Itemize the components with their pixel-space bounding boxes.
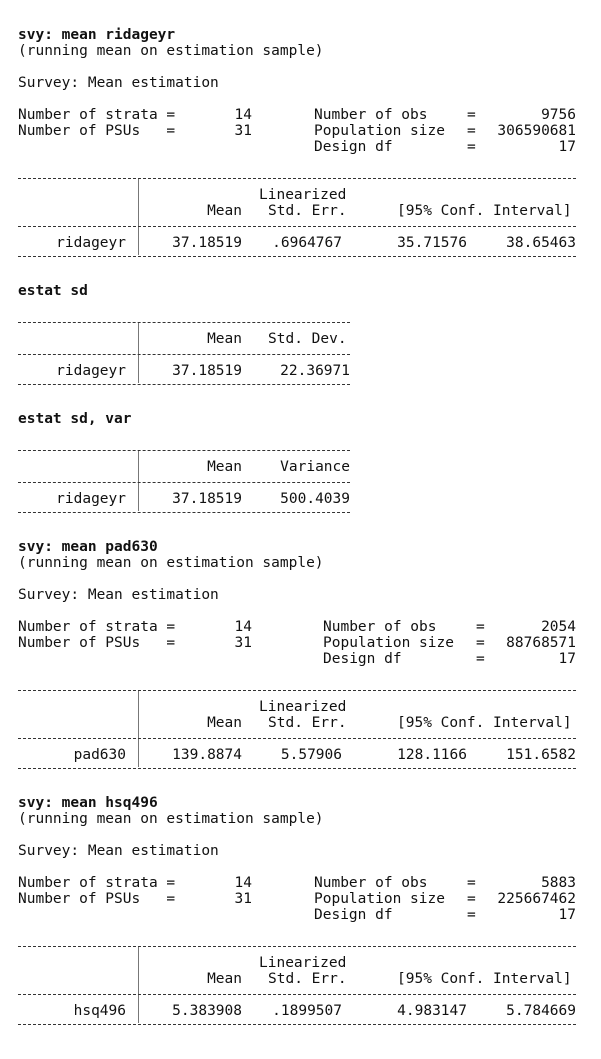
row-ci-lower: 35.71576: [397, 235, 467, 251]
population-equals: =: [467, 123, 476, 139]
row-mean: 5.383908: [172, 1003, 242, 1019]
obs-equals: =: [467, 875, 476, 891]
table-rule-mid: [18, 354, 350, 355]
population-label: Population size: [314, 123, 445, 139]
table-rule-bottom: [18, 384, 350, 385]
note-line: (running mean on estimation sample): [18, 555, 324, 571]
row-variance: 500.4039: [280, 491, 350, 507]
row-mean: 37.18519: [172, 491, 242, 507]
row-variable: pad630: [73, 747, 126, 763]
population-equals: =: [476, 635, 485, 651]
psu-label: Number of PSUs =: [18, 635, 176, 651]
table-rule-mid: [18, 226, 576, 227]
design-df-equals: =: [467, 139, 476, 155]
row-mean: 37.18519: [172, 235, 242, 251]
table-rule-mid: [18, 482, 350, 483]
row-std-dev: 22.36971: [280, 363, 350, 379]
row-std-err: .6964767: [272, 235, 342, 251]
obs-label: Number of obs: [314, 875, 428, 891]
population-label: Population size: [323, 635, 454, 651]
population-value: 88768571: [506, 635, 576, 651]
table-vertical-rule: [138, 451, 139, 511]
header-linearized: Linearized: [259, 187, 347, 203]
note-line: (running mean on estimation sample): [18, 43, 324, 59]
row-ci-upper: 5.784669: [506, 1003, 576, 1019]
header-std-err: Std. Err.: [268, 715, 347, 731]
row-ci-upper: 151.6582: [506, 747, 576, 763]
header-conf-interval: [95% Conf. Interval]: [397, 203, 572, 219]
header-std-err: Std. Err.: [268, 971, 347, 987]
row-variable: ridageyr: [56, 235, 126, 251]
header-conf-interval: [95% Conf. Interval]: [397, 715, 572, 731]
command-line: svy: mean pad630: [18, 539, 158, 555]
design-df-equals: =: [467, 907, 476, 923]
estimation-title: Survey: Mean estimation: [18, 843, 219, 859]
population-value: 225667462: [497, 891, 576, 907]
row-std-err: 5.57906: [280, 747, 342, 763]
design-df-value: 17: [558, 651, 576, 667]
row-mean: 37.18519: [172, 363, 242, 379]
population-equals: =: [467, 891, 476, 907]
header-conf-interval: [95% Conf. Interval]: [397, 971, 572, 987]
table-rule-bottom: [18, 768, 576, 769]
table-rule-bottom: [18, 512, 350, 513]
psu-label: Number of PSUs =: [18, 123, 176, 139]
table-rule-top: [18, 178, 576, 179]
command-line: svy: mean hsq496: [18, 795, 158, 811]
row-variable: ridageyr: [56, 491, 126, 507]
strata-label: Number of strata =: [18, 875, 176, 891]
population-value: 306590681: [497, 123, 576, 139]
table-rule-top: [18, 450, 350, 451]
header-linearized: Linearized: [259, 955, 347, 971]
table-vertical-rule: [138, 947, 139, 1023]
table-rule-top: [18, 690, 576, 691]
row-ci-upper: 38.65463: [506, 235, 576, 251]
strata-label: Number of strata =: [18, 107, 176, 123]
strata-label: Number of strata =: [18, 619, 176, 635]
command-line: svy: mean ridageyr: [18, 27, 176, 43]
design-df-equals: =: [476, 651, 485, 667]
row-std-err: .1899507: [272, 1003, 342, 1019]
psu-value: 31: [234, 123, 252, 139]
strata-value: 14: [234, 619, 252, 635]
estimation-title: Survey: Mean estimation: [18, 75, 219, 91]
table-rule-top: [18, 946, 576, 947]
psu-label: Number of PSUs =: [18, 891, 176, 907]
header-linearized: Linearized: [259, 699, 347, 715]
table-rule-mid: [18, 994, 576, 995]
table-rule-top: [18, 322, 350, 323]
table-rule-bottom: [18, 256, 576, 257]
table-rule-mid: [18, 738, 576, 739]
strata-value: 14: [234, 107, 252, 123]
command-line: estat sd, var: [18, 411, 132, 427]
design-df-value: 17: [558, 907, 576, 923]
design-df-label: Design df: [314, 907, 393, 923]
row-variable: ridageyr: [56, 363, 126, 379]
header-variance: Variance: [280, 459, 350, 475]
table-vertical-rule: [138, 179, 139, 255]
header-mean: Mean: [207, 203, 242, 219]
header-std-dev: Std. Dev.: [268, 331, 347, 347]
row-ci-lower: 4.983147: [397, 1003, 467, 1019]
table-rule-bottom: [18, 1024, 576, 1025]
obs-value: 5883: [541, 875, 576, 891]
obs-label: Number of obs: [323, 619, 437, 635]
psu-value: 31: [234, 635, 252, 651]
strata-value: 14: [234, 875, 252, 891]
obs-label: Number of obs: [314, 107, 428, 123]
header-mean: Mean: [207, 459, 242, 475]
obs-value: 9756: [541, 107, 576, 123]
estimation-title: Survey: Mean estimation: [18, 587, 219, 603]
command-line: estat sd: [18, 283, 88, 299]
header-mean: Mean: [207, 331, 242, 347]
obs-equals: =: [467, 107, 476, 123]
population-label: Population size: [314, 891, 445, 907]
header-mean: Mean: [207, 715, 242, 731]
row-ci-lower: 128.1166: [397, 747, 467, 763]
table-vertical-rule: [138, 323, 139, 383]
design-df-value: 17: [558, 139, 576, 155]
obs-equals: =: [476, 619, 485, 635]
header-std-err: Std. Err.: [268, 203, 347, 219]
row-mean: 139.8874: [172, 747, 242, 763]
header-mean: Mean: [207, 971, 242, 987]
note-line: (running mean on estimation sample): [18, 811, 324, 827]
table-vertical-rule: [138, 691, 139, 767]
design-df-label: Design df: [314, 139, 393, 155]
obs-value: 2054: [541, 619, 576, 635]
design-df-label: Design df: [323, 651, 402, 667]
row-variable: hsq496: [73, 1003, 126, 1019]
psu-value: 31: [234, 891, 252, 907]
